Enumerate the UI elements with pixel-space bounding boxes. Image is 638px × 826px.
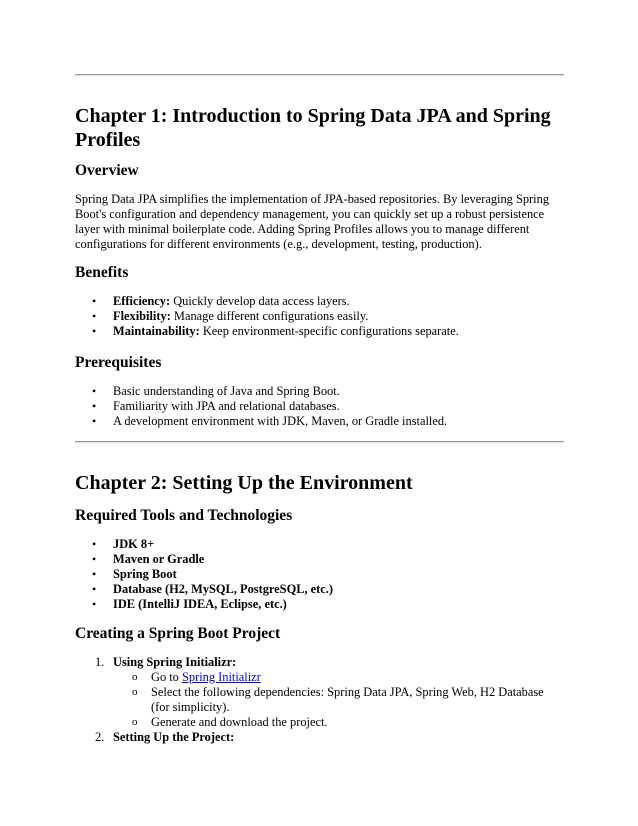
tool-name: JDK 8+	[113, 537, 155, 551]
bullet-icon: •	[92, 537, 97, 551]
tool-name: Database (H2, MySQL, PostgreSQL, etc.)	[113, 582, 334, 596]
prerequisite-text: A development environment with JDK, Maven, or Gradle installed.	[113, 414, 448, 428]
prerequisite-text: Basic understanding of Java and Spring Boot.	[113, 384, 340, 398]
step-number: 2.	[95, 730, 105, 744]
substep-text: Generate and download the project.	[151, 715, 328, 729]
step-item	[75, 730, 564, 745]
list-item	[75, 309, 564, 324]
benefit-label: Flexibility:	[113, 309, 171, 323]
list-item	[75, 399, 564, 414]
substep-text: Select the following dependencies: Spring Data JPA, Spring Web, H2 Database (for simplicity).	[151, 685, 544, 714]
list-item	[75, 537, 564, 552]
tools-list	[75, 537, 564, 612]
list-item	[75, 552, 564, 567]
overview-heading: Overview	[75, 162, 139, 179]
list-item	[75, 414, 564, 429]
top-divider	[75, 74, 564, 76]
bullet-icon: •	[92, 414, 97, 428]
circle-bullet-icon: o	[132, 671, 138, 683]
benefits-list	[75, 294, 564, 339]
benefits-heading: Benefits	[75, 264, 129, 281]
benefit-text: Manage different configurations easily.	[170, 309, 369, 323]
list-item	[75, 384, 564, 399]
list-item	[75, 582, 564, 597]
bullet-icon: •	[92, 309, 97, 323]
creating-project-heading: Creating a Spring Boot Project	[75, 625, 281, 642]
creating-project-steps	[75, 655, 564, 745]
benefit-text: Keep environment-specific configurations separate.	[199, 324, 459, 338]
list-item	[75, 597, 564, 612]
bullet-icon: •	[92, 399, 97, 413]
tool-name: Maven or Gradle	[113, 552, 205, 566]
step-number: 1.	[95, 655, 105, 669]
bullet-icon: •	[92, 294, 97, 308]
list-item	[75, 294, 564, 309]
substep-list	[113, 670, 564, 730]
chapter-2-title: Chapter 2: Setting Up the Environment	[75, 472, 413, 494]
step-label: Setting Up the Project:	[113, 730, 235, 744]
tool-name: Spring Boot	[113, 567, 177, 581]
chapter-divider	[75, 441, 564, 443]
bullet-icon: •	[92, 552, 97, 566]
list-item	[75, 324, 564, 339]
bullet-icon: •	[92, 597, 97, 611]
substep-text: Go to	[151, 670, 182, 684]
overview-paragraph: Spring Data JPA simplifies the implementation of JPA-based repositories. By leveraging Spring Boot's configuration and dependency management, you can quickly set up a robust persistence layer with minimal boilerplate code. Adding Spring Profiles allows you to manage different configurations for different environments (e.g., development, testing, production).	[75, 192, 550, 251]
prerequisites-heading: Prerequisites	[75, 354, 162, 371]
tool-name: IDE (IntelliJ IDEA, Eclipse, etc.)	[113, 597, 287, 611]
step-item	[75, 655, 564, 730]
benefit-label: Efficiency:	[113, 294, 171, 308]
bullet-icon: •	[92, 567, 97, 581]
circle-bullet-icon: o	[132, 686, 138, 698]
list-item	[75, 567, 564, 582]
prerequisite-text: Familiarity with JPA and relational databases.	[113, 399, 340, 413]
substep-item	[113, 715, 564, 730]
chapter-1-title: Chapter 1: Introduction to Spring Data JPA and Spring Profiles	[75, 105, 551, 151]
bullet-icon: •	[92, 324, 97, 338]
benefit-label: Maintainability:	[113, 324, 200, 338]
tools-heading: Required Tools and Technologies	[75, 507, 293, 524]
step-label: Using Spring Initializr:	[113, 655, 237, 669]
substep-item	[113, 670, 564, 685]
circle-bullet-icon: o	[132, 716, 138, 728]
bullet-icon: •	[92, 384, 97, 398]
benefit-text: Quickly develop data access layers.	[170, 294, 350, 308]
substep-item	[113, 685, 564, 715]
prerequisites-list	[75, 384, 564, 429]
bullet-icon: •	[92, 582, 97, 596]
spring-initializr-link[interactable]: Spring Initializr	[181, 670, 261, 684]
